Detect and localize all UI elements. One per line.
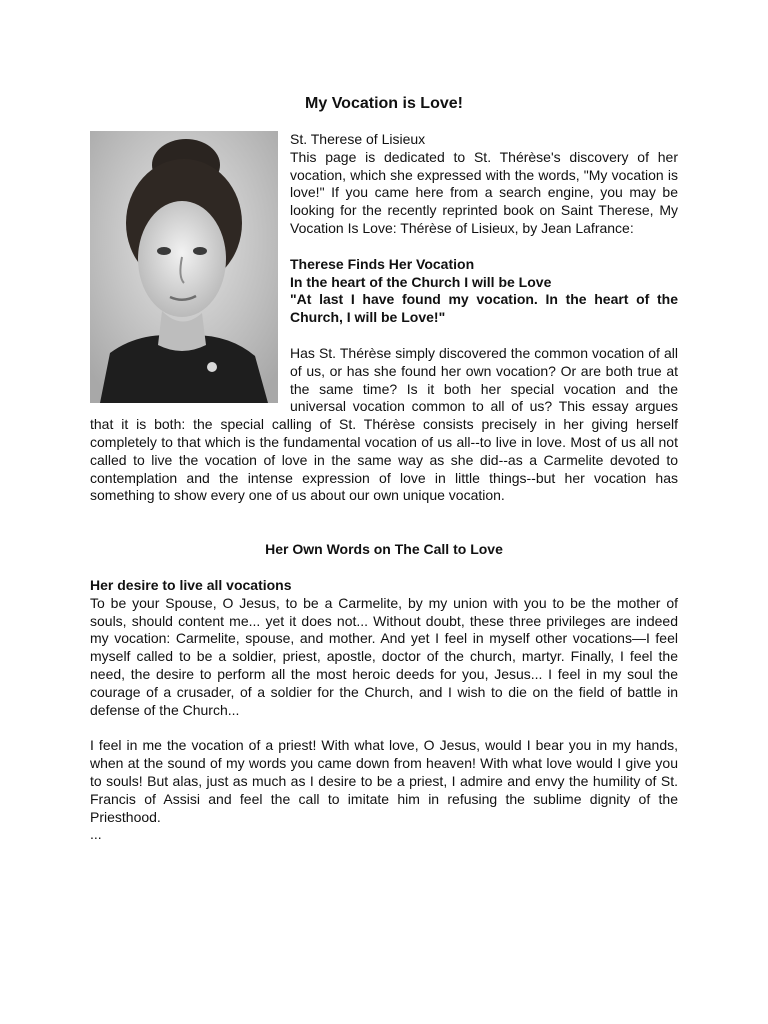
portrait-illustration — [90, 131, 278, 403]
finds-quote: "At last I have found my vocation. In the heart of the Church, I will be Love!" — [290, 291, 678, 326]
ellipsis: ... — [90, 826, 102, 843]
own-words-subheading: Her desire to live all vocations — [90, 576, 292, 593]
own-words-heading: Her Own Words on The Call to Love — [265, 541, 503, 558]
page-title: My Vocation is Love! — [305, 95, 463, 112]
own-words-paragraph-1: To be your Spouse, O Jesus, to be a Carmelite, by my union with you to be the mother of souls, should content me... yet it does not... Without doubt, these three privileges are indeed my vocation: Carmelite, spouse, and mother. And yet I feel in myself other vocations—I feel myself called to be a soldier, priest, apostle, doctor of the church, martyr. Finally, I feel the need, the desire to perform all the most heroic deeds for you, Jesus... I feel in my soul the courage of a crusader, of a soldier for the Church, and I wish to die on the field of battle in defense of the Church... — [90, 594, 678, 718]
portrait-photo — [90, 131, 278, 403]
own-words-paragraph-2: I feel in me the vocation of a priest! With what love, O Jesus, would I bear you in my hands, when at the sound of my words you came down from heaven! With what love would I give you to souls! But alas, just as much as I desire to be a priest, I admire and envy the humility of St. Francis of Assisi and feel the call to imitate him in refusing the sublime dignity of the Priesthood. — [90, 737, 678, 825]
intro-author: St. Therese of Lisieux — [290, 131, 426, 147]
finds-heading: Therese Finds Her Vocation — [290, 255, 475, 272]
essay-paragraph: Has St. Thérèse simply discovered the common vocation of all of us, or has she found her own vocation? Or are both true at the same time? Is it both her special vocation and the universal vocation common to all of us? This essay argues that it is both: the special calling of St. Thérèse consists precisely in her giving herself completely to that which is the fundamental vocation of us all--to live in love. Most of us all not called to live the vocation of love in the same way as she did--as a Carmelite devoted to contemplation and the intense expression of love in little things--but her vocation has something to show every one of us about our own unique vocation. — [90, 344, 678, 504]
intro-text: This page is dedicated to St. Thérèse's discovery of her vocation, which she expressed with the words, "My vocation is love!" If you came here from a search engine, you may be looking for the recently reprinted book on Saint Therese, My Vocation Is Love: Thérèse of Lisieux, by Jean Lafrance: — [290, 148, 678, 236]
document-body — [90, 131, 678, 844]
finds-subheading: In the heart of the Church I will be Love — [290, 273, 552, 290]
